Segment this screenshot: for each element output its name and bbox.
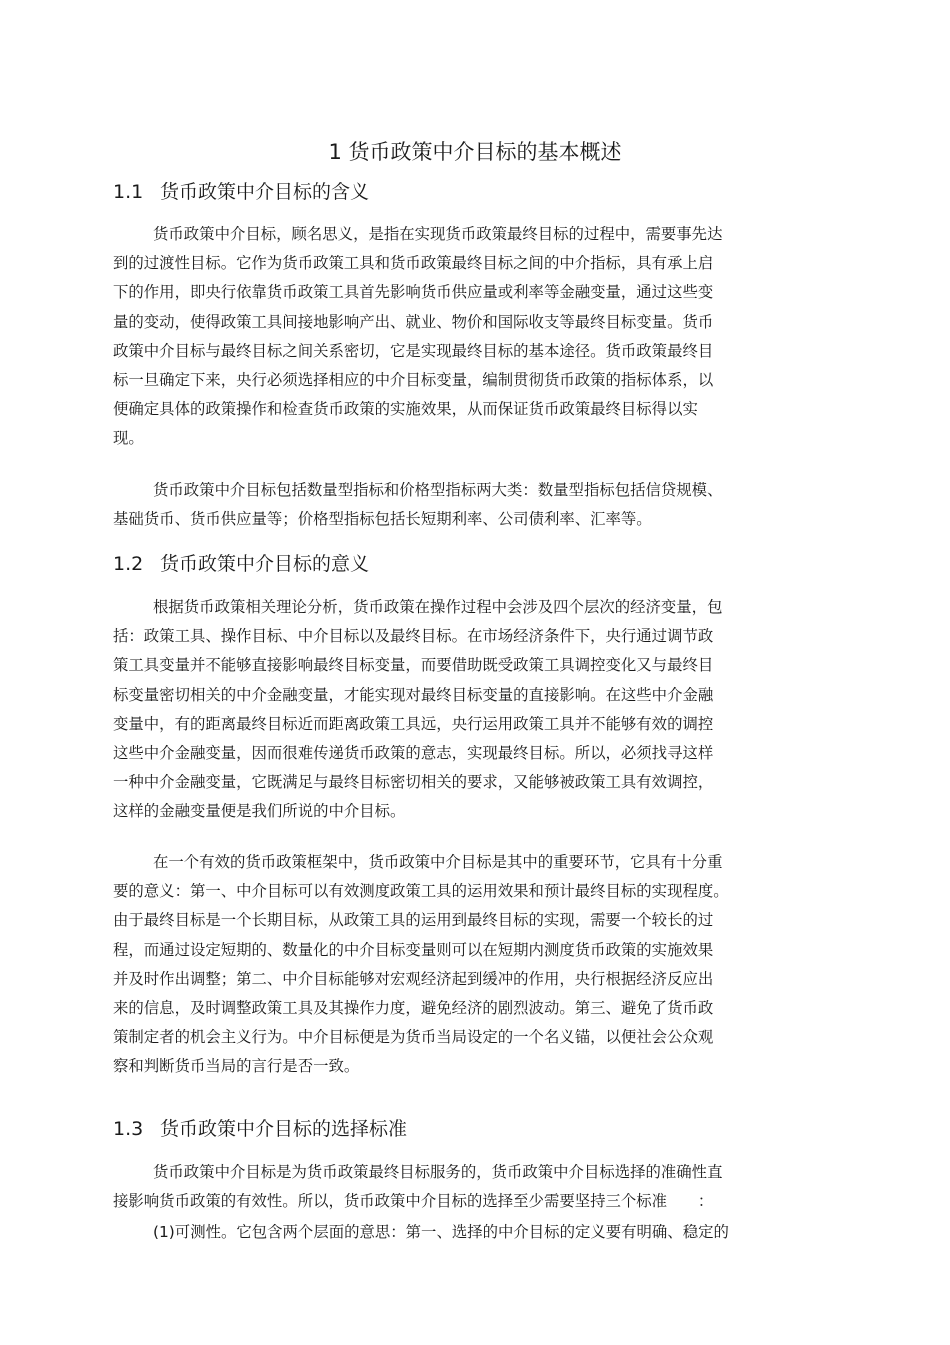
paragraph-line: 下的作用，即央行依靠货币政策工具首先影响货币供应量或利率等金融变量，通过这些变 [113,283,714,302]
paragraph-line: 要的意义：第一、中介目标可以有效测度政策工具的运用效果和预计最终目标的实现程度。 [113,882,729,901]
paragraph-line: 货币政策中介目标，顾名思义，是指在实现货币政策最终目标的过程中，需要事先达 [153,225,723,243]
section-number: 1.1 [113,181,144,203]
paragraph-line: 到的过渡性目标。它作为货币政策工具和货币政策最终目标之间的中介指标，具有承上启 [113,254,714,273]
paragraph-line: 政策中介目标与最终目标之间关系密切，它是实现最终目标的基本途径。货币政策最终目 [113,341,714,360]
paragraph-line: 策制定者的机会主义行为。中介目标便是为货币当局设定的一个名义锚，以便社会公众观 [113,1028,714,1047]
paragraph-line: 并及时作出调整；第二、中介目标能够对宏观经济起到缓冲的作用，央行根据经济反应出 [113,969,714,988]
paragraph-line: 量的变动，使得政策工具间接地影响产出、就业、物价和国际收支等最终目标变量。货币 [113,312,714,331]
paragraph-line: 接影响货币政策的有效性。所以，货币政策中介目标的选择至少需要坚持三个标准 ： [113,1192,714,1211]
paragraph-line: 察和判断货币当局的言行是否一致。 [113,1057,360,1076]
section-number: 1.2 [113,553,144,575]
paragraph-line: 现。 [113,429,144,448]
section-heading-text: 货币政策中介目标的选择标准 [160,1118,408,1140]
page-title: 1 货币政策中介目标的基本概述 [328,140,622,164]
section-heading [113,551,369,577]
paragraph-line: 这样的金融变量便是我们所说的中介目标。 [113,802,406,821]
paragraph-line: 货币政策中介目标包括数量型指标和价格型指标两大类：数量型指标包括信贷规模、 [153,481,723,499]
paragraph-line: 变量中，有的距离最终目标近而距离政策工具远，央行运用政策工具并不能够有效的调控 [113,714,714,733]
section-heading [113,1116,407,1142]
paragraph-line: 这些中介金融变量，因而很难传递货币政策的意志，实现最终目标。所以，必须找寻这样 [113,744,714,762]
paragraph-line: 一种中介金融变量，它既满足与最终目标密切相关的要求，又能够被政策工具有效调控， [113,773,714,792]
paragraph-line: 基础货币、货币供应量等；价格型指标包括长短期利率、公司债利率、汇率等。 [113,510,652,529]
paragraph-line: 货币政策中介目标是为货币政策最终目标服务的，货币政策中介目标选择的准确性直 [153,1163,723,1181]
paragraph-line: 标一旦确定下来，央行必须选择相应的中介目标变量，编制贯彻货币政策的指标体系，以 [113,371,714,389]
paragraph-line: (1)可测性。它包含两个层面的意思：第一、选择的中介目标的定义要有明确、稳定的 [153,1223,729,1241]
paragraph-line: 括：政策工具、操作目标、中介目标以及最终目标。在市场经济条件下，央行通过调节政 [113,627,714,646]
paragraph-line: 便确定具体的政策操作和检查货币政策的实施效果，从而保证货币政策最终目标得以实 [113,400,698,419]
paragraph-line: 策工具变量并不能够直接影响最终目标变量，而要借助既受政策工具调控变化又与最终目 [113,656,714,675]
paragraph-line: 来的信息，及时调整政策工具及其操作力度，避免经济的剧烈波动。第三、避免了货币政 [113,999,714,1017]
paragraph-line: 根据货币政策相关理论分析，货币政策在操作过程中会涉及四个层次的经济变量，包 [153,598,723,616]
section-number: 1.3 [113,1118,144,1140]
section-heading-text: 货币政策中介目标的含义 [160,181,370,203]
section-heading [113,179,369,205]
paragraph-line: 程，而通过设定短期的、数量化的中介目标变量则可以在短期内测度货币政策的实施效果 [113,940,714,959]
paragraph-line: 在一个有效的货币政策框架中，货币政策中介目标是其中的重要环节，它具有十分重 [153,853,723,871]
paragraph-line: 由于最终目标是一个长期目标，从政策工具的运用到最终目标的实现，需要一个较长的过 [113,911,714,930]
section-heading-text: 货币政策中介目标的意义 [160,553,370,575]
paragraph-line: 标变量密切相关的中介金融变量，才能实现对最终目标变量的直接影响。在这些中介金融 [113,685,714,704]
